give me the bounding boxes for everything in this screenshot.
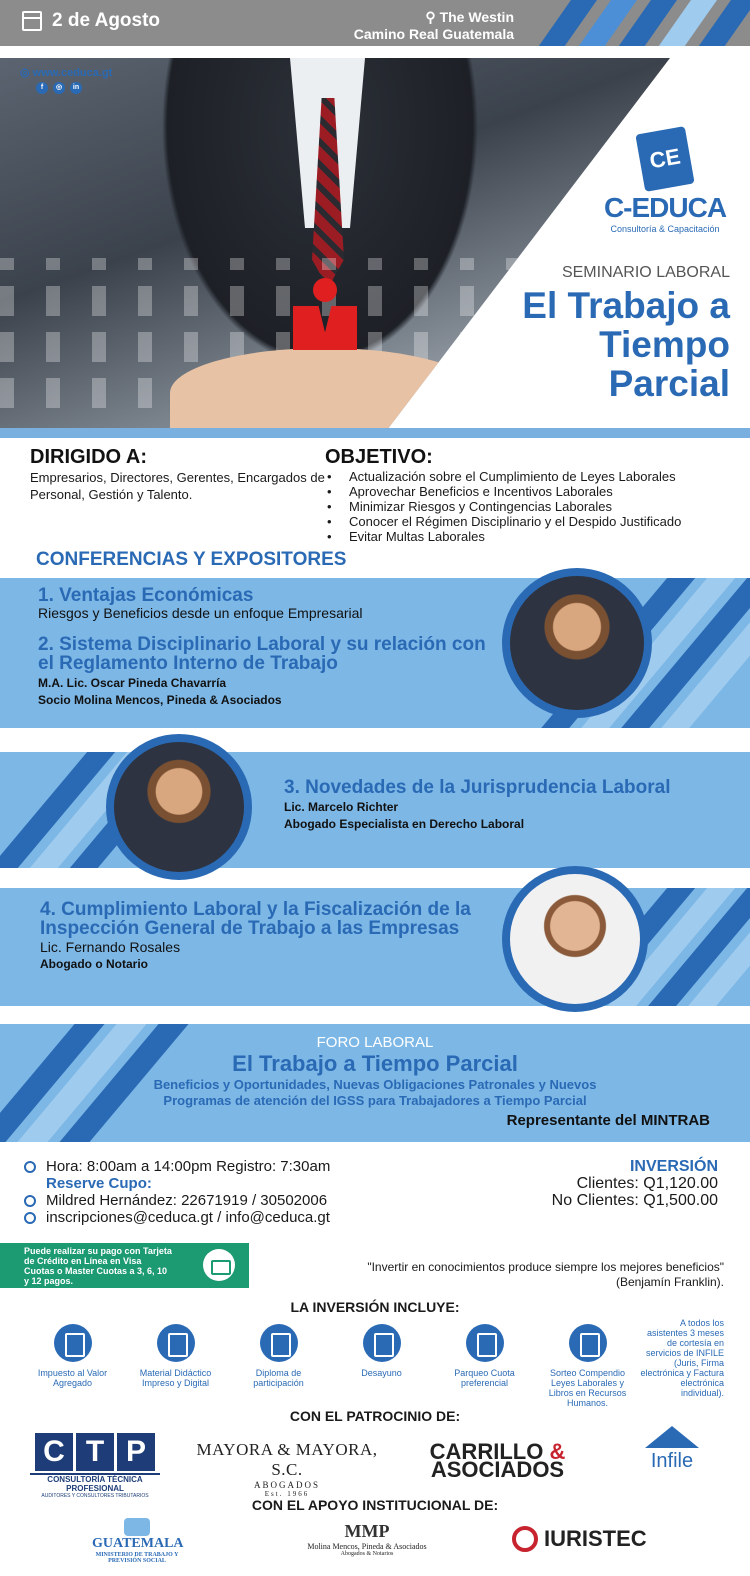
conferencias-heading: CONFERENCIAS Y EXPOSITORES	[36, 549, 347, 570]
speaker-photo-oscar-pineda	[502, 568, 652, 718]
compendium-icon	[569, 1324, 607, 1362]
speaker-photo-marcelo-richter	[106, 734, 252, 880]
book-icon	[157, 1324, 195, 1362]
hours-text: Hora: 8:00am a 14:00pm Registro: 7:30am	[46, 1158, 331, 1175]
list-item: • Actualización sobre el Cumplimiento de Leyes Laborales	[325, 469, 745, 484]
foro-subtitle: Beneficios y Oportunidades, Nuevas Obligaciones Patronales y Nuevos Programas de atención del IGSS para Trabajadores a Tiempo Parcial	[153, 1077, 597, 1108]
conference-3-speaker: Lic. Marcelo Richter	[284, 800, 399, 814]
seminar-label: SEMINARIO LABORAL	[561, 264, 730, 281]
quote	[284, 1260, 724, 1290]
conference-1	[38, 586, 498, 707]
date-text: 2 de Agosto	[52, 10, 161, 31]
ctp-logo: C T P CONSULTORÍA TÉCNICA PROFESIONAL AUDITORES Y CONSULTORES TRIBUTARIOS	[30, 1433, 160, 1499]
inversion-heading: INVERSIÓN	[629, 1158, 718, 1175]
house-icon	[645, 1426, 699, 1448]
mmp-logo: MMP Molina Mencos, Pineda & Asociados Abogados & Notarios	[307, 1521, 427, 1557]
contact-info	[24, 1158, 444, 1226]
conference-3-role: Abogado Especialista en Derecho Laboral	[284, 817, 525, 831]
dirigido-heading: DIRIGIDO A:	[30, 446, 148, 468]
hands-image	[170, 348, 480, 428]
incluye-item: Parqueo Cuota preferencial	[437, 1324, 532, 1408]
speaker-photo-fernando-rosales	[502, 866, 648, 1012]
event-date	[22, 10, 160, 32]
incluye-item: Impuesto al Valor Agregado	[25, 1324, 120, 1408]
conference-2-speaker: M.A. Lic. Oscar Pineda Chavarría	[38, 676, 227, 690]
phone-text[interactable]: Mildred Hernández: 22671919 / 30502006	[46, 1192, 328, 1209]
reserve-label: Reserve Cupo:	[46, 1175, 152, 1192]
linkedin-icon[interactable]: in	[70, 82, 82, 94]
dirigido-section	[30, 446, 325, 503]
book-icon: CE	[635, 126, 694, 192]
divider	[0, 428, 750, 438]
email-text[interactable]: inscripciones@ceduca.gt / info@ceduca.gt	[46, 1209, 330, 1226]
payment-note-text: Puede realizar su pago con Tarjeta de Crédito en Línea en Visa Cuotas o Master Cuotas a 3, 6, 10 y 12 pagos.	[24, 1246, 172, 1286]
foro-section	[0, 1024, 750, 1142]
credit-card-icon	[203, 1249, 235, 1281]
social-links	[36, 82, 82, 94]
coffee-icon	[363, 1324, 401, 1362]
car-icon	[466, 1324, 504, 1362]
incluye-icons	[25, 1324, 635, 1408]
seal-icon	[124, 1518, 150, 1536]
quote-text: "Invertir en conocimientos produce siempre los mejores beneficios"	[367, 1260, 724, 1274]
iuristec-icon	[512, 1526, 538, 1552]
incluye-item: Desayuno	[334, 1324, 429, 1408]
header-stripes	[510, 0, 750, 46]
website-link[interactable]: ◎ www.ceduca.gt	[20, 67, 113, 79]
calendar-icon	[22, 11, 42, 31]
patrocinio-heading: CON EL PATROCINIO DE:	[289, 1408, 461, 1424]
ceduca-logo: CE C-EDUCA Consultoría & Capacitación	[600, 130, 730, 234]
diploma-icon	[260, 1324, 298, 1362]
incluye-item: Material Didáctico Impreso y Digital	[128, 1324, 223, 1408]
objetivo-heading: OBJETIVO:	[325, 446, 433, 468]
infile-logo: Infile	[632, 1426, 712, 1473]
clock-icon	[24, 1161, 36, 1173]
payment-note	[0, 1243, 249, 1288]
header-bar	[0, 0, 750, 46]
conference-4-title: 4. Cumplimiento Laboral y la Fiscalización de la Inspección General de Trabajo a las Empresas	[40, 899, 471, 939]
conference-4-speaker: Lic. Fernando Rosales	[40, 939, 181, 955]
instagram-icon[interactable]: ◎	[53, 82, 65, 94]
conference-3-title: 3. Novedades de la Jurisprudencia Laboral	[284, 777, 671, 798]
objetivo-section	[325, 446, 745, 544]
inversion-box	[552, 1158, 718, 1209]
conference-3	[284, 778, 724, 831]
incluye-item: Sorteo Compendio Leyes Laborales y Libros en Recursos Humanos.	[540, 1324, 635, 1408]
conference-2-role: Socio Molina Mencos, Pineda & Asociados	[38, 693, 282, 707]
infile-note: A todos los asistentes 3 meses de cortesía en servicios de INFILE (Juris, Firma electrónica y Factura electrónica individual).	[640, 1318, 724, 1398]
conference-4-role: Abogado o Notario	[40, 957, 148, 971]
red-person-icon	[293, 278, 357, 358]
incluye-heading: LA INVERSIÓN INCLUYE:	[290, 1299, 460, 1315]
conference-4	[40, 900, 490, 971]
location-pin-icon: ⚲	[425, 9, 440, 25]
mintrab-logo: GUATEMALA MINISTERIO DE TRABAJO Y PREVISIÓN SOCIAL	[92, 1518, 182, 1564]
incluye-item: Diploma de participación	[231, 1324, 326, 1408]
foro-label: FORO LABORAL	[316, 1034, 434, 1051]
conference-2-title: 2. Sistema Disciplinario Laboral y su relación con el Reglamento Interno de Trabajo	[38, 634, 486, 674]
list-item: • Conocer el Régimen Disciplinario y el Despido Justificado	[325, 514, 745, 529]
venue-line1: The Westin	[439, 9, 514, 25]
dirigido-text: Empresarios, Directores, Gerentes, Encargados de Personal, Gestión y Talento.	[30, 470, 325, 502]
invoice-icon	[54, 1324, 92, 1362]
event-venue	[300, 9, 514, 43]
phone-icon	[24, 1195, 36, 1207]
objetivo-list	[325, 469, 745, 544]
conference-1-title: 1. Ventajas Económicas	[38, 585, 254, 606]
iuristec-logo: IURISTEC	[512, 1526, 647, 1552]
carrillo-logo: CARRILLO & ASOCIADOS	[429, 1439, 566, 1482]
foro-title: El Trabajo a Tiempo Parcial	[232, 1051, 518, 1076]
list-item: • Evitar Multas Laborales	[325, 529, 745, 544]
foro-representative: Representante del MINTRAB	[506, 1112, 710, 1129]
list-item: • Aprovechar Beneficios e Incentivos Laborales	[325, 484, 745, 499]
facebook-icon[interactable]: f	[36, 82, 48, 94]
list-item: • Minimizar Riesgos y Contingencias Laborales	[325, 499, 745, 514]
seminar-title: El Trabajo a Tiempo Parcial	[522, 285, 730, 404]
hero	[0, 46, 750, 428]
price-non-clients: No Clientes: Q1,500.00	[551, 1192, 718, 1209]
quote-author: (Benjamín Franklin).	[615, 1275, 724, 1289]
apoyo-heading: CON EL APOYO INSTITUCIONAL DE:	[251, 1497, 499, 1513]
email-icon	[24, 1212, 36, 1224]
price-clients: Clientes: Q1,120.00	[576, 1175, 718, 1192]
venue-line2: Camino Real Guatemala	[353, 26, 514, 42]
mayora-logo: MAYORA & MAYORA, S.C. ABOGADOS Est. 1966	[196, 1440, 378, 1498]
conference-1-subtitle: Riesgos y Beneficios desde un enfoque Empresarial	[38, 605, 363, 621]
